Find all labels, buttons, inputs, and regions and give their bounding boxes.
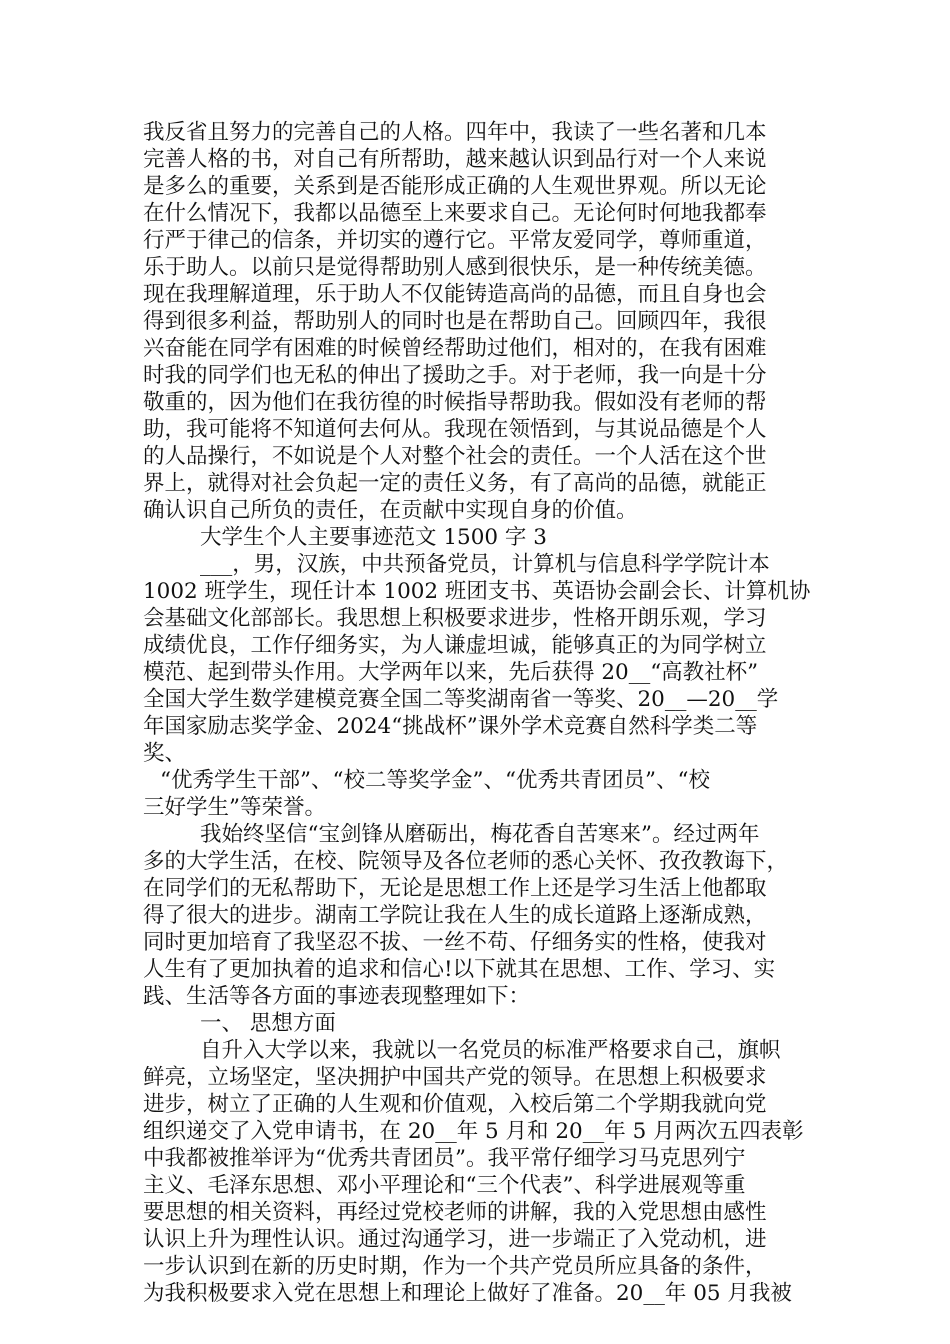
text-line: 助，我可能将不知道何去何从。我现在领悟到，与其说品德是个人 xyxy=(143,417,767,442)
text-line: 奖、 xyxy=(143,741,187,766)
text-line: 会基础文化部部长。我思想上积极要求进步，性格开朗乐观，学习 xyxy=(143,606,767,631)
text-line: “优秀学生干部”、“校二等奖学金”、“优秀共青团员”、“校 xyxy=(160,768,710,793)
text-line: 乐于助人。以前只是觉得帮助别人感到很快乐，是一种传统美德。 xyxy=(143,255,767,280)
text-line: 人生有了更加执着的追求和信心!以下就其在思想、工作、学习、实 xyxy=(143,957,776,982)
text-line: 自升入大学以来，我就以一名党员的标准严格要求自己，旗帜 xyxy=(200,1038,781,1063)
text-line: 敬重的，因为他们在我彷徨的时候指导帮助我。假如没有老师的帮 xyxy=(143,390,767,415)
text-line: 主义、毛泽东思想、邓小平理论和“三个代表”、科学进展观等重 xyxy=(143,1173,746,1198)
text-line: 在同学们的无私帮助下，无论是思想工作上还是学习生活上他都取 xyxy=(143,876,767,901)
text-line: 的人品操行，不如说是个人对整个社会的责任。一个人活在这个世 xyxy=(143,444,767,469)
text-line: 一步认识到在新的历史时期，作为一个共产党员所应具备的条件， xyxy=(143,1254,767,1279)
text-line: ___，男，汉族，中共预备党员，计算机与信息科学学院计本 xyxy=(200,552,770,577)
text-line: 全国大学生数学建模竞赛全国二等奖湖南省一等奖、20__—20__学 xyxy=(143,687,779,712)
section-heading: 一、 思想方面 xyxy=(200,1011,336,1036)
text-line: 界上，就得对社会负起一定的责任义务，有了高尚的品德，就能正 xyxy=(143,471,767,496)
text-line: 年国家励志奖学金、2024“挑战杯”课外学术竞赛自然科学类二等 xyxy=(143,714,758,739)
text-line: 是多么的重要，关系到是否能形成正确的人生观世界观。所以无论 xyxy=(143,174,767,199)
text-line: 完善人格的书，对自己有所帮助，越来越认识到品行对一个人来说 xyxy=(143,147,767,172)
text-line: 认识上升为理性认识。通过沟通学习，进一步端正了入党动机，进 xyxy=(143,1227,767,1252)
text-line: 鲜亮，立场坚定，坚决拥护中国共产党的领导。在思想上积极要求 xyxy=(143,1065,767,1090)
text-line: 现在我理解道理，乐于助人不仅能铸造高尚的品德，而且自身也会 xyxy=(143,282,767,307)
text-line: 我反省且努力的完善自己的人格。四年中，我读了一些名著和几本 xyxy=(143,120,767,145)
text-line: 中我都被推举评为“优秀共青团员”。我平常仔细学习马克思列宁 xyxy=(143,1146,746,1171)
text-line: 我始终坚信“宝剑锋从磨砺出，梅花香自苦寒来”。经过两年 xyxy=(200,822,760,847)
text-line: 兴奋能在同学有困难的时候曾经帮助过他们，相对的，在我有困难 xyxy=(143,336,767,361)
text-line: 模范、起到带头作用。大学两年以来，先后获得 20__“高教社杯” xyxy=(143,660,759,685)
text-line: 同时更加培育了我坚忍不拔、一丝不苟、仔细务实的性格，使我对 xyxy=(143,930,767,955)
text-line: 组织递交了入党申请书，在 20__年 5 月和 20__年 5 月两次五四表彰 xyxy=(143,1119,804,1144)
text-line: 为我积极要求入党在思想上和理论上做好了准备。20__年 05 月我被 xyxy=(143,1281,792,1306)
text-line: 进步，树立了正确的人生观和价值观，入校后第二个学期我就向党 xyxy=(143,1092,767,1117)
text-line: 确认识自己所负的责任，在贡献中实现自身的价值。 xyxy=(143,498,638,523)
text-line: 行严于律己的信条，并切实的遵行它。平常友爱同学，尊师重道， xyxy=(143,228,767,253)
text-line: 践、生活等各方面的事迹表现整理如下： xyxy=(143,984,531,1009)
text-line: 得到很多利益，帮助别人的同时也是在帮助自己。回顾四年，我很 xyxy=(143,309,767,334)
text-line: 三好学生”等荣誉。 xyxy=(143,795,326,820)
text-line: 成绩优良，工作仔细务实，为人谦虚坦诚，能够真正的为同学树立 xyxy=(143,633,767,658)
section-heading: 大学生个人主要事迹范文 1500 字 3 xyxy=(200,525,547,550)
text-line: 在什么情况下，我都以品德至上来要求自己。无论何时何地我都奉 xyxy=(143,201,767,226)
text-line: 多的大学生活，在校、院领导及各位老师的悉心关怀、孜孜教诲下， xyxy=(143,849,789,874)
text-line: 时我的同学们也无私的伸出了援助之手。对于老师，我一向是十分 xyxy=(143,363,767,388)
text-line: 要思想的相关资料，再经过党校老师的讲解，我的入党思想由感性 xyxy=(143,1200,767,1225)
text-line: 1002 班学生，现任计本 1002 班团支书、英语协会副会长、计算机协 xyxy=(143,579,811,604)
text-line: 得了很大的进步。湖南工学院让我在人生的成长道路上逐渐成熟， xyxy=(143,903,767,928)
